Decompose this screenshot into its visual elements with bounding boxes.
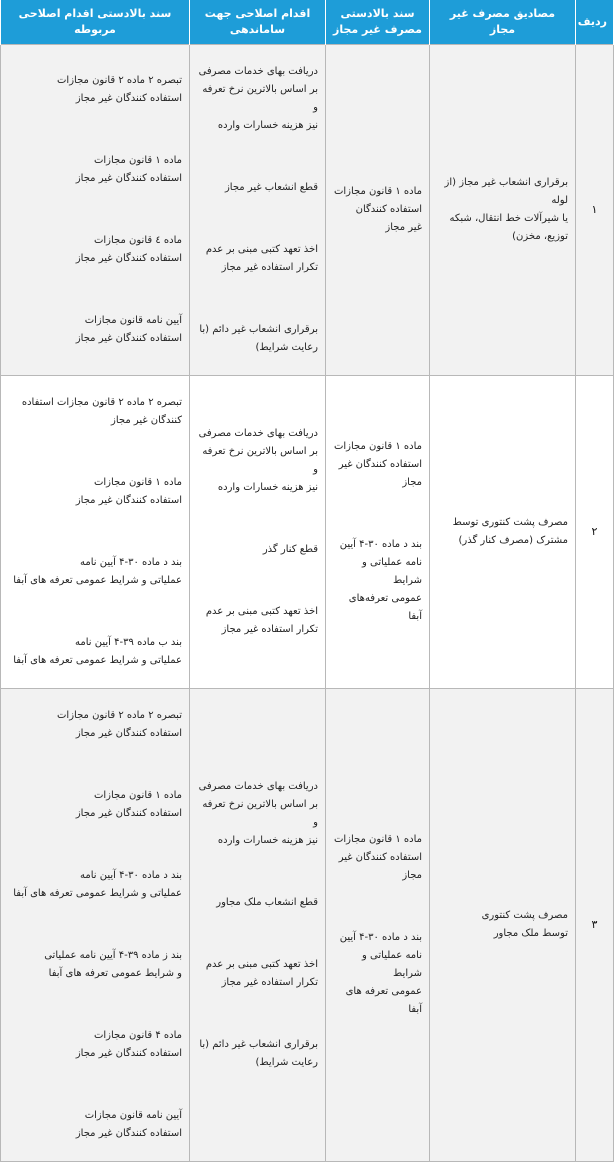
action-item: دریافت بهای خدمات مصرفی بر اساس بالاترین نرخ تعرفه و نیز هزینه خسارات وارده (198, 428, 318, 493)
header-index: ردیف (576, 0, 614, 45)
action-doc-item: ماده ۱ قانون مجازات استفاده کنندگان غیر مجاز (75, 155, 182, 184)
action-item: برقراری انشعاب غیر دائم (با رعایت شرایط) (199, 324, 318, 353)
header-cases: مصادیق مصرف غیر مجاز (430, 0, 576, 45)
action-item: دریافت بهای خدمات مصرفی بر اساس بالاترین نرخ تعرفه و نیز هزینه خسارات وارده (198, 66, 318, 131)
header-actions: اقدام اصلاحی جهت ساماندهی (190, 0, 326, 45)
upstream-doc-item: بند د ماده ۳۰-۴ آیین نامه عملیاتی و شرایط عمومی تعرفه‌های آبفا (339, 539, 422, 622)
action-doc-item: ماده ۱ قانون مجازات استفاده کنندگان غیر مجاز (75, 790, 182, 819)
action-doc-item: ماده ٤ قانون مجازات استفاده کنندگان غیر مجاز (75, 235, 182, 264)
case-cell: مصرف پشت کنتوری توسط ملک مجاور (430, 689, 576, 1162)
upstream-doc-item: ماده ۱ قانون مجازات استفاده کنندگان غیر مجاز (333, 834, 422, 881)
actions-cell (190, 45, 326, 376)
action-item: اخذ تعهد کتبی مبنی بر عدم تکرار استفاده غیر مجاز (205, 606, 318, 635)
row-index-cell: ۱ (576, 45, 614, 376)
row-index-cell: ۲ (576, 376, 614, 689)
action-docs-cell (1, 689, 190, 1162)
case-cell: برقراری انشعاب غیر مجاز (از لوله یا شیرآلات خط انتقال، شبکه توزیع، مخزن) (430, 45, 576, 376)
action-item: قطع انشعاب غیر مجاز (224, 182, 318, 193)
actions-cell (190, 376, 326, 689)
action-item: برقراری انشعاب غیر دائم (با رعایت شرایط) (199, 1039, 318, 1068)
action-item: قطع کنار گذر (262, 544, 318, 555)
table-row (1, 376, 614, 689)
action-doc-item: آیین نامه قانون مجازات استفاده کنندگان غیر مجاز (75, 315, 182, 344)
action-doc-item: تبصره ۲ ماده ۲ قانون مجازات استفاده کنندگان غیر مجاز (57, 710, 182, 739)
table-row (1, 689, 614, 1162)
action-doc-item: بند د ماده ۳۰-۴ آیین نامه عملیاتی و شرایط عمومی تعرفه های آبفا (13, 557, 182, 586)
action-doc-item: تبصره ۲ ماده ۲ قانون مجازات استفاده کنندگان غیر مجاز (21, 397, 182, 426)
header-row (1, 0, 614, 45)
action-doc-item: بند ز ماده ۳۹-۴ آیین نامه عملیاتی و شرایط عمومی تعرفه های آبفا (44, 950, 182, 979)
header-upstream-doc: سند بالادستی مصرف غیر مجاز (326, 0, 430, 45)
action-docs-cell (1, 45, 190, 376)
case-cell: مصرف پشت کنتوری توسط مشترک (مصرف کنار گذر) (430, 376, 576, 689)
action-item: اخذ تعهد کتبی مبنی بر عدم تکرار استفاده غیر مجاز (205, 244, 318, 273)
action-docs-cell (1, 376, 190, 689)
upstream-doc-cell (326, 376, 430, 689)
action-doc-item: آیین نامه قانون مجازات استفاده کنندگان غیر مجاز (75, 1110, 182, 1139)
upstream-doc-item: ماده ۱ قانون مجازات استفاده کنندگان غیر مجاز (333, 441, 422, 488)
action-doc-item: ماده ۱ قانون مجازات استفاده کنندگان غیر مجاز (75, 477, 182, 506)
table-row (1, 45, 614, 376)
action-item: اخذ تعهد کتبی مبنی بر عدم تکرار استفاده غیر مجاز (205, 959, 318, 988)
upstream-doc-item: بند د ماده ۳۰-۴ آیین نامه عملیاتی و شرایط عمومی تعرفه های آبفا (339, 932, 422, 1015)
action-item: قطع انشعاب ملک مجاور (216, 897, 318, 908)
action-doc-item: ماده ۴ قانون مجازات استفاده کنندگان غیر مجاز (75, 1030, 182, 1059)
upstream-doc-cell: ماده ۱ قانون مجازات استفاده کنندگان غیر مجاز (326, 45, 430, 376)
action-doc-item: بند د ماده ۳۰-۴ آیین نامه عملیاتی و شرایط عمومی تعرفه های آبفا (13, 870, 182, 899)
actions-cell (190, 689, 326, 1162)
action-doc-item: تبصره ۲ ماده ۲ قانون مجازات استفاده کنندگان غیر مجاز (57, 75, 182, 104)
action-item: دریافت بهای خدمات مصرفی بر اساس بالاترین نرخ تعرفه و نیز هزینه خسارات وارده (198, 781, 318, 846)
header-action-docs: سند بالادستی اقدام اصلاحی مربوطه (1, 0, 190, 45)
upstream-doc-cell (326, 689, 430, 1162)
action-doc-item: بند ب ماده ۳۹-۴ آیین نامه عملیاتی و شرایط عمومی تعرفه های آبفا (13, 637, 182, 666)
row-index-cell: ۳ (576, 689, 614, 1162)
